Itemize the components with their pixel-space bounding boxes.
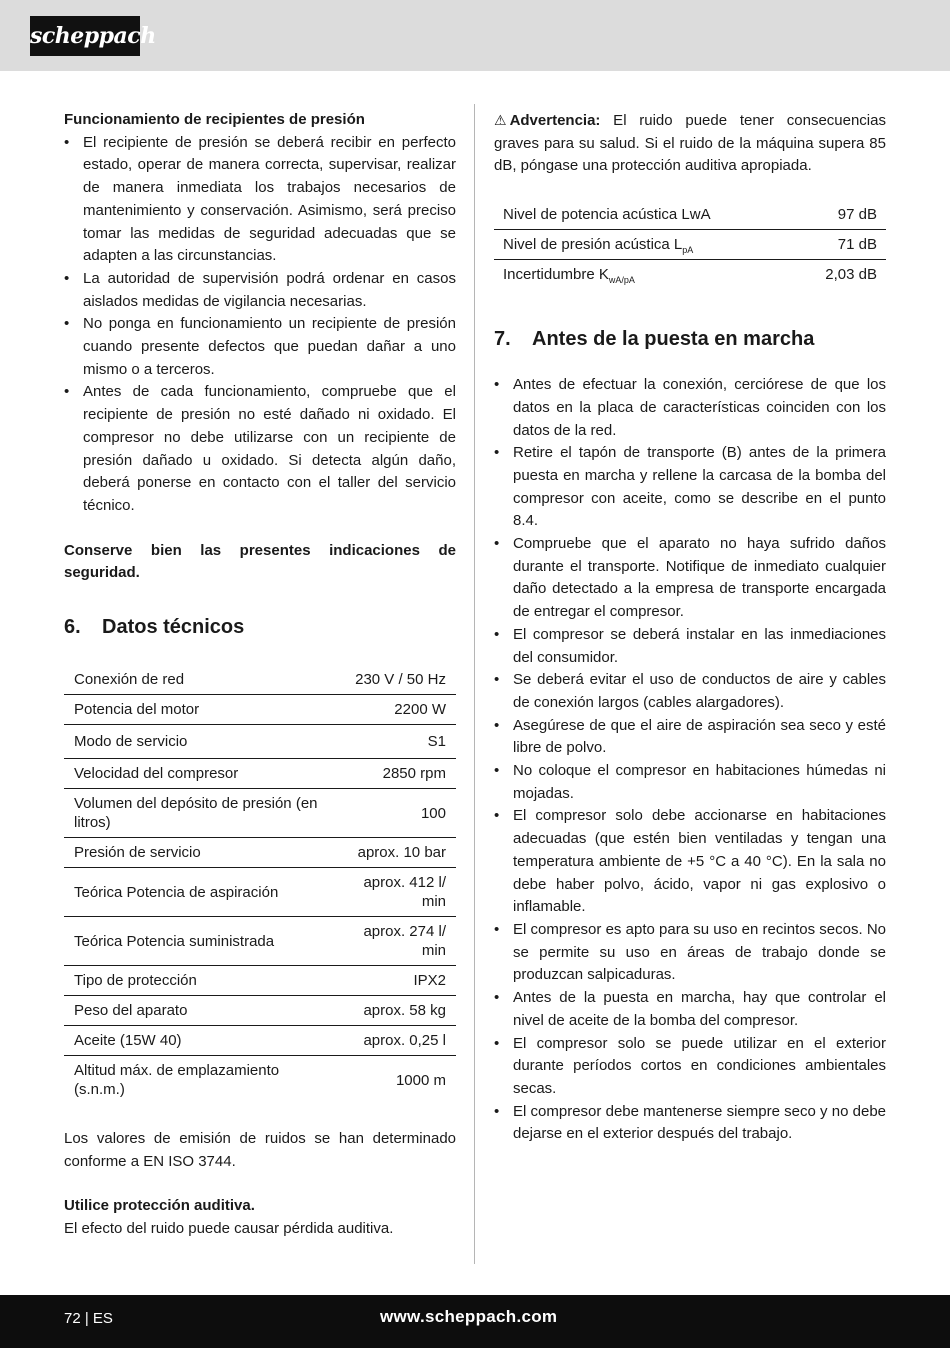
startup-bullet-list [494, 374, 886, 1146]
noise-table [494, 200, 886, 289]
row-value: 97 dB [793, 200, 886, 230]
table-row [64, 966, 456, 996]
ear-protection-text: El efecto del ruido puede causar pérdida auditiva. [64, 1220, 394, 1238]
table-row [64, 917, 456, 966]
row-value: 71 dB [793, 230, 886, 260]
emission-note: Los valores de emisión de ruidos se han determinado conforme a EN ISO 3744. [64, 1130, 456, 1170]
row-label [494, 260, 793, 290]
list-item: • Antes de cada funcionamiento, compruebe que el recipiente de presión no esté dañado ni oxidado. El compresor no debe utilizarse con un recipiente de presión dañado u oxidado. Si detecta algún daño, deberá ponerse en contacto con el taller del servicio técnico. [64, 381, 456, 517]
section-number: 7. [494, 328, 511, 351]
list-item: • Retire el tapón de transporte (B) antes de la primera puesta en marcha y rellene la carcasa de la bomba del compresor con aceite, como se describe en el punto 8.4. [494, 442, 886, 533]
brand-logo: scheppach [30, 16, 140, 56]
page-number: 72 | ES [64, 1310, 113, 1327]
pressure-bullet-list [64, 132, 456, 518]
row-value: 230 V / 50 Hz [338, 665, 456, 695]
row-label [494, 200, 793, 230]
row-label [494, 230, 793, 260]
table-row [494, 260, 886, 290]
section-title-text: Antes de la puesta en marcha [532, 328, 815, 351]
row-value: aprox. 0,25 l [338, 1026, 456, 1056]
list-item: • El recipiente de presión se deberá recibir en perfecto estado, operar de manera correcta, supervisar, realizar de manera inmediata los trabajos necesarios de mantenimiento y conservación. Asimismo, será preciso tomar las medidas de seguridad adecuadas que se adapten a las circunstancias. [64, 132, 456, 268]
list-item: • El compresor es apto para su uso en recintos secos. No se permite su uso en áreas de trabajo donde se produzcan salpicaduras. [494, 919, 886, 987]
row-label: Teórica Potencia suministrada [64, 917, 338, 966]
right-column [494, 109, 886, 1146]
table-row [64, 996, 456, 1026]
list-item: • Asegúrese de que el aire de aspiración sea seco y esté libre de polvo. [494, 715, 886, 760]
page-header [0, 0, 950, 71]
list-item: • Compruebe que el aparato no haya sufrido daños durante el transporte. Notifique de inmediato cualquier daño detectado a la empresa de transporte encargada de entregar el compresor. [494, 533, 886, 624]
list-item: • Antes de la puesta en marcha, hay que controlar el nivel de aceite de la bomba del compresor. [494, 987, 886, 1032]
warning-label: Advertencia: [509, 112, 601, 129]
row-label: Presión de servicio [64, 838, 338, 868]
row-value: aprox. 10 bar [338, 838, 456, 868]
noise-warning [494, 109, 886, 178]
table-row [64, 868, 456, 917]
list-item: • El compresor se deberá instalar en las inmediaciones del consumidor. [494, 624, 886, 669]
row-label: Volumen del depósito de presión (en litros) [64, 789, 338, 838]
table-row [64, 1026, 456, 1056]
row-value: aprox. 412 l/ min [338, 868, 456, 917]
left-column [64, 109, 456, 1241]
row-value: 2850 rpm [338, 759, 456, 789]
row-label: Velocidad del compresor [64, 759, 338, 789]
list-item: • El compresor debe mantenerse siempre seco y no debe dejarse en el exterior después del trabajo. [494, 1101, 886, 1146]
website-link[interactable]: www.scheppach.com [380, 1307, 558, 1326]
row-label: Peso del aparato [64, 996, 338, 1026]
table-row [64, 838, 456, 868]
warning-text: El ruido puede tener consecuencias graves para su salud. Si el ruido de la máquina supera 85 dB, póngase una protección auditiva apropiada. [494, 112, 886, 175]
list-item: • Se deberá evitar el uso de conductos de aire y cables de conexión largos (cables alargadores). [494, 669, 886, 714]
row-value: 100 [338, 789, 456, 838]
list-item: • El compresor solo se puede utilizar en el exterior durante períodos cortos en condiciones ambientales secas. [494, 1033, 886, 1101]
section-number: 6. [64, 616, 81, 639]
ear-protection-heading: Utilice protección auditiva. [64, 1197, 255, 1215]
row-value: S1 [338, 725, 456, 759]
row-label: Conexión de red [64, 665, 338, 695]
section-title-tech [64, 615, 456, 639]
pressure-heading: Funcionamiento de recipientes de presión [64, 111, 365, 128]
table-row [64, 1056, 456, 1105]
row-value: 1000 m [395, 1071, 446, 1089]
section-title-start [494, 327, 886, 351]
row-value: aprox. 58 kg [338, 996, 456, 1026]
section-title-text: Datos técnicos [102, 616, 245, 639]
table-row [64, 725, 456, 759]
list-item: • Antes de efectuar la conexión, cerciórese de que los datos en la placa de características coinciden con los datos de la red. [494, 374, 886, 442]
row-value: 2200 W [338, 695, 456, 725]
row-label-text: Nivel de potencia acústica LwA [503, 206, 711, 224]
keep-notice: Conserve bien las presentes indicaciones de seguridad. [64, 541, 456, 582]
tech-data-table [64, 665, 456, 1104]
row-label: Altitud máx. de emplazamiento (s.n.m.) [74, 1062, 280, 1099]
row-value: IPX2 [338, 966, 456, 996]
list-item: • No coloque el compresor en habitaciones húmedas ni mojadas. [494, 760, 886, 805]
row-label-subscript: wA/pA [608, 275, 635, 286]
row-label: Potencia del motor [64, 695, 338, 725]
list-item: • La autoridad de supervisión podrá ordenar en casos aislados medidas de vigilancia necesarias. [64, 268, 456, 313]
table-row [494, 200, 886, 230]
row-value: aprox. 274 l/ min [338, 917, 456, 966]
column-divider [474, 104, 475, 1264]
page-footer [0, 1295, 950, 1348]
row-label: Modo de servicio [64, 725, 338, 759]
row-label-text: Nivel de presión acústica L [503, 236, 683, 254]
warning-triangle-icon: ⚠ [494, 112, 507, 128]
row-label: Tipo de protección [64, 966, 338, 996]
row-label-subscript: pA [682, 245, 694, 256]
row-label: Teórica Potencia de aspiración [64, 868, 338, 917]
table-row [64, 665, 456, 695]
table-row [64, 695, 456, 725]
list-item: • El compresor solo debe accionarse en habitaciones adecuadas (que estén bien ventiladas y tengan una temperatura ambiente de +5 °C a 40 °C). En la sala no debe haber polvo, ácido, vapor ni gas explosivo o inflamable. [494, 805, 886, 919]
row-label: Aceite (15W 40) [64, 1026, 338, 1056]
row-label-text: Incertidumbre K [503, 266, 609, 284]
table-row [64, 789, 456, 838]
table-row [64, 759, 456, 789]
list-item: • No ponga en funcionamiento un recipiente de presión cuando presente defectos que puedan dañar a uno mismo o a terceros. [64, 313, 456, 381]
row-value: 2,03 dB [825, 266, 877, 284]
table-row [494, 230, 886, 260]
